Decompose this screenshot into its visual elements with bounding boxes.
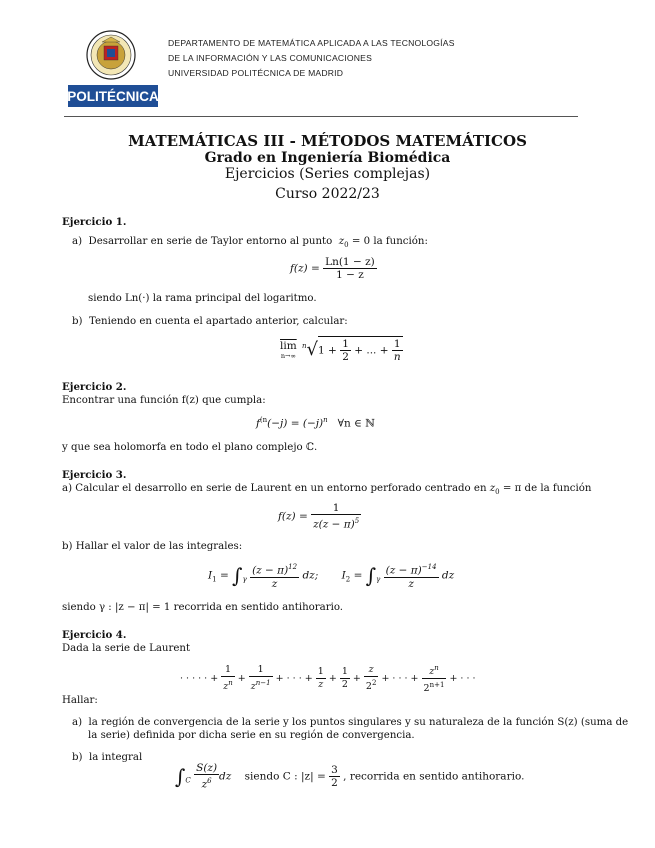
formula-1b: $\overline{lim}$ n→∞ $^n$√1 + $\frac{1}{2}$ + ... + $\frac{1}{n}$	[280, 338, 401, 363]
course-year: Curso 2022/23	[275, 186, 380, 202]
exercise-1a: a) Desarrollar en serie de Taylor entorno al punto $z_0 = 0$ la función:	[72, 236, 428, 250]
upm-crest-icon	[64, 28, 162, 108]
formula-4b: $\int_C$ $\frac{S(z)}{z^6}$ dz siendo C : |z| = $\frac{3}{2}$ , recorrida en sentido antihorario.	[175, 762, 525, 791]
department-block	[168, 36, 455, 81]
exercise-4-heading: Ejercicio 4.	[62, 629, 127, 641]
exercise-3-note: siendo γ : |z − π| = 1 recorrida en sentido antihorario.	[62, 602, 344, 613]
exercise-3a: a) Calcular el desarrollo en serie de Laurent en un entorno perforado centrado en $z_0 = \pi$ de la función	[62, 483, 592, 497]
exercise-4-hallar: Hallar:	[62, 695, 98, 706]
formula-3b: $I_1 = \int_\gamma$ $\frac{(z - \pi)^{12}}{z}$ dz; $I_2 = \int_\gamma$ $\frac{(z - \pi)^{-14}}{z}$ dz	[208, 563, 455, 590]
exercise-1a-note: siendo Ln(·) la rama principal del logaritmo.	[88, 293, 317, 304]
dept-line-1: DEPARTAMENTO DE MATEMÁTICA APLICADA A LAS TECNOLOGÍAS	[168, 38, 455, 48]
exercise-2-text: Encontrar una función f(z) que cumpla:	[62, 395, 266, 406]
formula-2: $f^{(n}(-j) = (-j)^n$ ∀n ∈ ℕ	[256, 416, 375, 430]
course-title: MATEMÁTICAS III - MÉTODOS MATEMÁTICOS	[128, 132, 527, 150]
exercise-1b: b) Teniendo en cuenta el apartado anterior, calcular:	[72, 316, 348, 327]
dept-line-3: UNIVERSIDAD POLITÉCNICA DE MADRID	[168, 68, 344, 78]
header-divider	[64, 116, 578, 117]
dept-line-2: DE LA INFORMACIÓN Y LAS COMUNICACIONES	[168, 53, 373, 63]
formula-1a: f(z) = $\frac{Ln(1 - z)}{1 - z}$	[290, 256, 375, 281]
exercise-4b: b) la integral	[72, 752, 143, 763]
upm-logo	[64, 28, 162, 108]
exercise-4a-cont: la serie) definida por dicha serie en su región de convergencia.	[88, 730, 415, 741]
exercise-3-heading: Ejercicio 3.	[62, 469, 127, 481]
exercise-1-heading: Ejercicio 1.	[62, 216, 127, 228]
sheet-title: Ejercicios (Series complejas)	[224, 166, 431, 182]
exercise-2-heading: Ejercicio 2.	[62, 381, 127, 393]
formula-3a: f(z) = $\frac{1}{z(z - \pi)^5}$	[278, 502, 360, 531]
formula-4-series: · · · · · + $\frac{1}{z^n}$ + $\frac{1}{z^{n-1}}$ + · · · + $\frac{1}{z}$ + $\frac{1}{2}$ + $\frac{z}{2^2}$ + · · · + $\frac{z^n}{2^{n+1}}$ + · · ·	[180, 664, 476, 695]
header	[64, 28, 594, 108]
logo-text: POLITÉCNICA	[67, 89, 159, 104]
degree-title: Grado en Ingeniería Biomédica	[204, 150, 451, 166]
exercise-4-text: Dada la serie de Laurent	[62, 643, 191, 654]
exercise-2-text-2: y que sea holomorfa en todo el plano complejo ℂ.	[62, 442, 318, 453]
exercise-3b: b) Hallar el valor de las integrales:	[62, 541, 243, 552]
exercise-4a: a) la región de convergencia de la serie y los puntos singulares y su naturaleza de la función S(z) (suma de	[72, 717, 629, 728]
